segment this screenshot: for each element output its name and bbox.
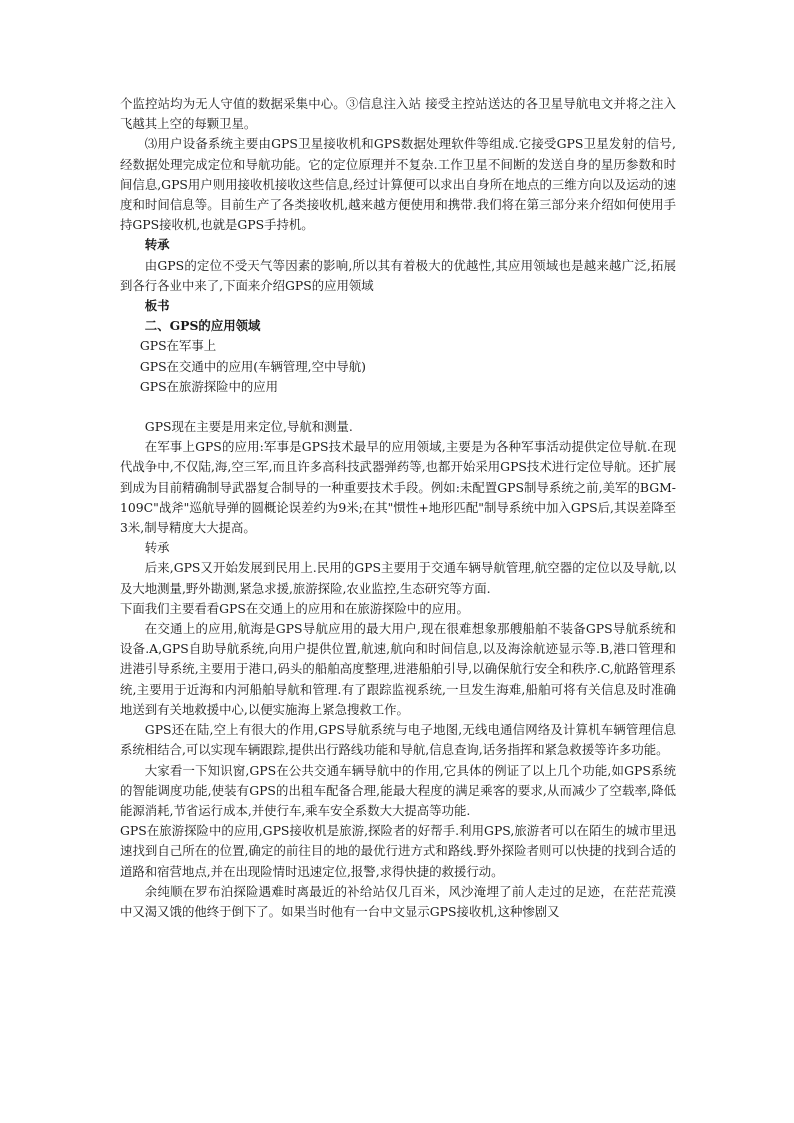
paragraph-yu-chunshun: 余纯顺在罗布泊探险遇难时离最近的补给站仅几百米，风沙淹埋了前人走过的足迹，在茫茫荒漠中又渴又饿的他终于倒下了。如果当时他有一台中文显示GPS接收机,这种惨剧又	[120, 883, 676, 919]
paragraph-military: 在军事上GPS的应用:军事是GPS技术最早的应用领域,主要是为各种军事活动提供定位导航.在现代战争中,不仅陆,海,空三军,而且许多高科技武器弹药等,也都开始采用GPS技术进行定位导航。还扩展到成为目前精确制导武器复合制导的一种重要技术手段。例如:未配置GPS制导系统之前,美军的BGM-109C"战斧"巡航导弹的圆概论误差约为9米;在其"惯性+地形匹配"制导系统中加入GPS后,其误差降至3米,制导精度大大提高。	[120, 439, 676, 536]
paragraph-civil-use: 后来,GPS又开始发展到民用上.民用的GPS主要用于交通车辆导航管理,航空器的定位以及导航,以及大地测量,野外勘测,紧急求援,旅游探险,农业监控,生态研究等方面.	[120, 560, 676, 596]
document-page	[120, 94, 676, 922]
heading-transition: 转承	[144, 237, 170, 253]
outline-item-military: GPS在军事上	[139, 338, 217, 354]
blank-line	[120, 397, 676, 417]
paragraph-main-uses: GPS现在主要是用来定位,导航和测量.	[144, 419, 353, 435]
heading-section-two: 二、GPS的应用领域	[144, 318, 261, 334]
paragraph-knowledge-window: 大家看一下知识窗,GPS在公共交通车辆导航中的作用,它具体的例证了以上几个功能,如GPS系统的智能调度功能,使装有GPS的出租车配备合理,能最大程度的满足乘客的要求,从而减少了空载率,降低能源消耗,节省运行成本,并使行车,乘车安全系数大大提高等功能.	[120, 762, 676, 818]
paragraph-tourism: GPS在旅游探险中的应用,GPS接收机是旅游,探险者的好帮手.利用GPS,旅游者可以在陌生的城市里迅速找到自己所在的位置,确定的前往目的地的最优行进方式和路线.野外探险者则可以快捷的找到合适的道路和宿营地点,并在出现险情时迅速定位,报警,求得快捷的救援行动。	[120, 823, 676, 879]
heading-transition-2: 转承	[144, 540, 170, 556]
paragraph-user-equipment: ⑶用户设备系统主要由GPS卫星接收机和GPS数据处理软件等组成.它接受GPS卫星发射的信号,经数据处理完成定位和导航功能。它的定位原理并不复杂.工作卫星不间断的发送自身的星历参数和时间信息,GPS用户则用接收机接收这些信息,经过计算便可以求出自身所在地点的三维方向以及运动的速度和时间信息等。目前生产了各类接收机,越来越方便使用和携带.我们将在第三部分来介绍如何使用手持GPS接收机,也就是GPS手持机。	[120, 136, 676, 233]
paragraph-monitor-station: 个监控站均为无人守值的数据采集中心。③信息注入站 接受主控站送达的各卫星导航电文并将之注入飞越其上空的每颗卫星。	[120, 96, 676, 132]
paragraph-focus: 下面我们主要看看GPS在交通上的应用和在旅游探险中的应用。	[120, 600, 469, 616]
paragraph-application-intro: 由GPS的定位不受天气等因素的影响,所以其有着极大的优越性,其应用领域也是越来越广泛,拓展到各行各业中来了,下面来介绍GPS的应用领域	[120, 257, 676, 293]
outline-item-traffic: GPS在交通中的应用(车辆管理,空中导航)	[139, 358, 367, 374]
paragraph-traffic-marine: 在交通上的应用,航海是GPS导航应用的最大用户,现在很难想象那艘船舶不装备GPS导航系统和设备.A,GPS自助导航系统,向用户提供位置,航速,航向和时间信息,以及海涂航迹显示等.B,港口管理和进港引导系统,主要用于港口,码头的船舶高度整理,进港船舶引导,以确保航行安全和秩序.C,航路管理系统,主要用于近海和内河船舶导航和管理.有了跟踪监视系统,一旦发生海难,船舶可将有关信息及时准确地送到有关地救援中心,以便实施海上紧急搜救工作。	[120, 621, 676, 717]
heading-blackboard: 板书	[144, 298, 170, 314]
outline-item-tourism: GPS在旅游探险中的应用	[139, 378, 279, 394]
paragraph-land-air: GPS还在陆,空上有很大的作用,GPS导航系统与电子地图,无线电通信网络及计算机车辆管理信息系统相结合,可以实现车辆跟踪,提供出行路线功能和导航,信息查询,话务指挥和紧急救援等许多功能。	[120, 722, 676, 758]
